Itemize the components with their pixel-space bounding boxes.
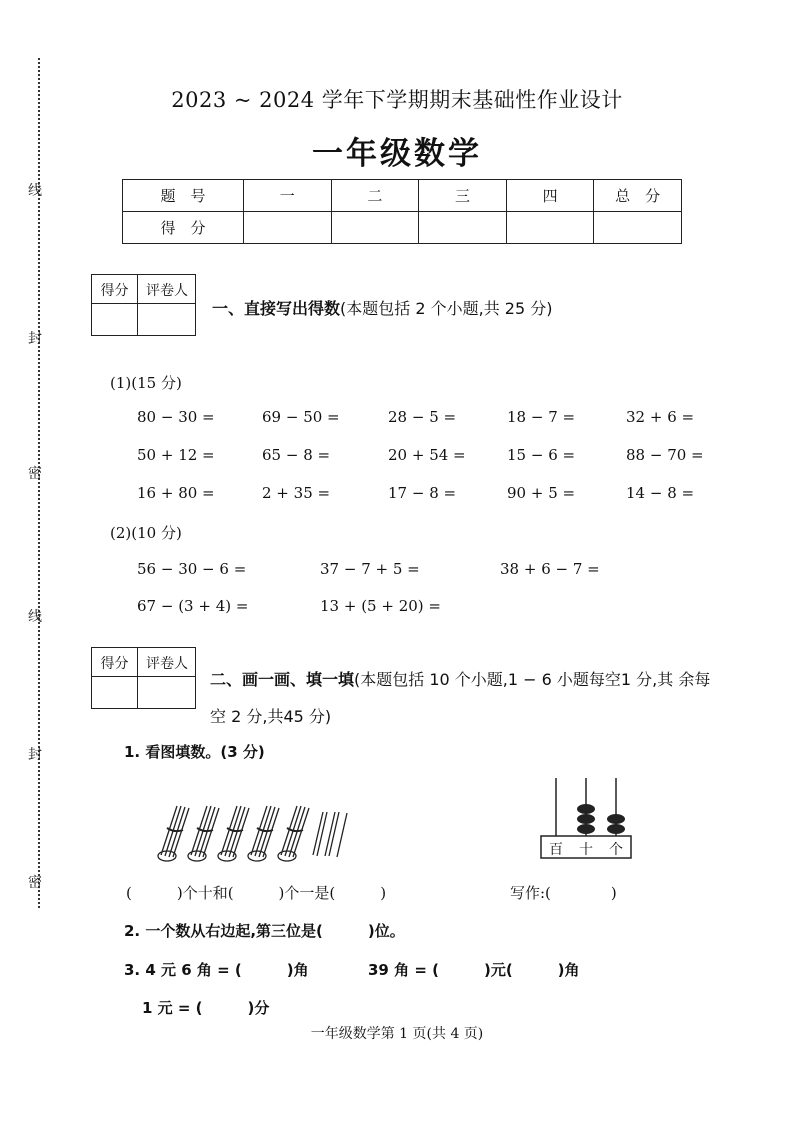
score-cell[interactable] xyxy=(244,212,332,244)
abacus-label-ones: 个 xyxy=(609,842,623,858)
equation: 67 − (3 + 4) = xyxy=(137,597,249,615)
part1-label: (1)(15 分) xyxy=(110,374,182,392)
equation: 28 − 5 = xyxy=(388,408,457,426)
equation: 37 − 7 + 5 = xyxy=(320,560,420,578)
score-table-row-label: 得 分 xyxy=(123,212,244,244)
question-1: 1. 看图填数。(3 分) xyxy=(124,743,265,761)
section1-title: 一、直接写出得数 xyxy=(212,299,341,318)
section1-note: (本题包括 2 个小题,共 25 分) xyxy=(340,299,553,318)
stick-bundle xyxy=(218,806,249,861)
bundled-sticks-picture xyxy=(155,800,350,862)
section2-note-line1: (本题包括 10 个小题,1 − 6 小题每空1 分,其 余每 xyxy=(354,670,711,689)
question-3-part-a[interactable]: 3. 4 元 6 角 = ( )角 xyxy=(124,961,309,979)
margin-char: 密 xyxy=(28,466,42,482)
equation: 20 + 54 = xyxy=(388,446,466,464)
score-table-header: 四 xyxy=(506,180,594,212)
section1-heading xyxy=(212,296,552,319)
part2-label: (2)(10 分) xyxy=(110,524,182,542)
equation: 50 + 12 = xyxy=(137,446,215,464)
question-1-fill-blanks[interactable]: ( )个十和( )个一是( ) xyxy=(126,884,387,902)
stick-bundle xyxy=(188,806,219,861)
margin-char: 封 xyxy=(28,331,42,347)
grade-box-section1 xyxy=(91,274,196,336)
exam-title: 一年级数学 xyxy=(312,136,482,172)
score-table-header: 三 xyxy=(419,180,507,212)
margin-char: 线 xyxy=(28,183,42,199)
margin-char: 线 xyxy=(28,609,42,625)
score-table-header: 一 xyxy=(244,180,332,212)
equation: 65 − 8 = xyxy=(262,446,331,464)
single-sticks xyxy=(313,812,347,857)
score-cell[interactable] xyxy=(331,212,419,244)
margin-char: 封 xyxy=(28,747,42,763)
exam-subtitle: 2023 ~ 2024 学年下学期期末基础性作业设计 xyxy=(171,88,623,112)
question-1-write-as[interactable]: 写作:( ) xyxy=(510,884,617,902)
equation: 14 − 8 = xyxy=(626,484,695,502)
equation: 38 + 6 − 7 = xyxy=(500,560,600,578)
equation: 56 − 30 − 6 = xyxy=(137,560,247,578)
equation: 32 + 6 = xyxy=(626,408,695,426)
margin-char: 密 xyxy=(28,875,42,891)
question-2[interactable]: 2. 一个数从右边起,第三位是( )位。 xyxy=(124,922,405,940)
score-table-header-row xyxy=(123,180,682,212)
abacus-label-hundreds: 百 xyxy=(549,842,563,858)
equation: 16 + 80 = xyxy=(137,484,215,502)
section2-title: 二、画一画、填一填 xyxy=(210,670,355,689)
page-footer: 一年级数学第 1 页(共 4 页) xyxy=(310,1026,484,1042)
score-cell[interactable] xyxy=(419,212,507,244)
grade-box-divider xyxy=(92,676,195,677)
stick-bundle xyxy=(248,806,279,861)
equation: 2 + 35 = xyxy=(262,484,331,502)
grade-box-score-label: 得分 xyxy=(100,656,129,672)
equation: 18 − 7 = xyxy=(507,408,576,426)
score-cell[interactable] xyxy=(594,212,682,244)
question-3-part-b[interactable]: 39 角 = ( )元( )角 xyxy=(368,961,580,979)
abacus-bead xyxy=(577,814,595,824)
section2-heading xyxy=(210,667,710,690)
stick-bundle xyxy=(278,806,309,861)
grade-box-divider xyxy=(92,303,195,304)
section2-note-line2: 空 2 分,共45 分) xyxy=(210,707,332,726)
score-table xyxy=(122,179,682,244)
abacus-bead xyxy=(607,814,625,824)
grade-box-score-label: 得分 xyxy=(100,283,129,299)
equation: 90 + 5 = xyxy=(507,484,576,502)
score-table-header: 总 分 xyxy=(594,180,682,212)
grade-box-section2 xyxy=(91,647,196,709)
equation: 13 + (5 + 20) = xyxy=(320,597,441,615)
abacus-bead xyxy=(577,824,595,834)
abacus-bead xyxy=(607,824,625,834)
equation: 80 − 30 = xyxy=(137,408,215,426)
score-cell[interactable] xyxy=(506,212,594,244)
question-3-part-c[interactable]: 1 元 = ( )分 xyxy=(142,999,270,1017)
score-table-header: 二 xyxy=(331,180,419,212)
abacus-bead xyxy=(577,804,595,814)
equation: 88 − 70 = xyxy=(626,446,704,464)
stick-bundle xyxy=(158,806,189,861)
grade-box-reviewer-label: 评卷人 xyxy=(146,656,188,672)
abacus-label-tens: 十 xyxy=(579,842,593,858)
score-table-score-row xyxy=(123,212,682,244)
equation: 69 − 50 = xyxy=(262,408,340,426)
equation: 15 − 6 = xyxy=(507,446,576,464)
grade-box-reviewer-label: 评卷人 xyxy=(146,283,188,299)
equation: 17 − 8 = xyxy=(388,484,457,502)
score-table-header: 题 号 xyxy=(123,180,244,212)
